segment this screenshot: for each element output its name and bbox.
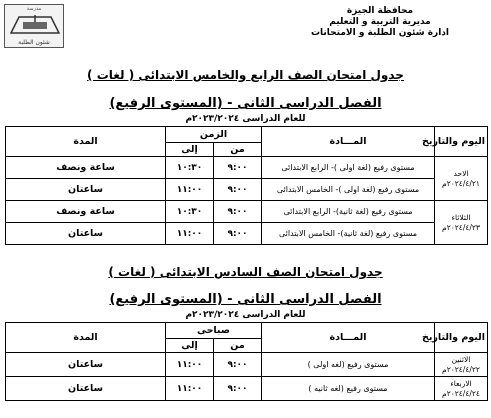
duration-cell: ساعتان — [6, 353, 166, 377]
time-from-cell: ٩:٠٠ — [214, 157, 262, 179]
day-name: الاحد — [453, 168, 469, 178]
header-from: من — [214, 143, 262, 157]
subject-cell: مستوى رفيع (لغة ثانية)- الرابع الابتدائى — [262, 201, 435, 223]
time-to-cell: ١٠:٣٠ — [166, 201, 214, 223]
subject-cell: مستوى رفيع (لغة اولى )- الرابع الابتدائى — [262, 157, 435, 179]
governorate-line: محافظة الجيزة — [346, 6, 414, 16]
logo-top-text: مدرسة — [26, 6, 42, 12]
header-duration: المدة — [6, 323, 166, 353]
time-from-cell: ٩:٠٠ — [214, 223, 262, 245]
ministry-header — [275, 6, 485, 39]
logo-emblem-icon — [9, 13, 61, 35]
time-from-cell: ٩:٠٠ — [214, 201, 262, 223]
subject-cell: مستوى رفيع (لغة اولى )- الخامس الابتدائى — [262, 179, 435, 201]
section1-title: جدول امتحان الصف الرابع والخامس الابتدائى ( لغات ) — [87, 68, 404, 82]
day-date: ٢٠٢٤/٤/٢٣م — [442, 222, 480, 232]
header-from: من — [214, 339, 262, 353]
header-to: إلى — [166, 143, 214, 157]
school-logo — [4, 4, 64, 48]
day-name: الاثنين — [451, 354, 471, 364]
section1-subtitle: الفصل الدراسى الثانى - (المستوى الرفيع) — [109, 96, 382, 111]
day-cell — [435, 353, 488, 377]
day-name: الثلاثاء — [451, 212, 471, 222]
day-date: ٢٠٢٤/٤/٢٢م — [442, 364, 480, 374]
time-to-cell: ١٠:٣٠ — [166, 157, 214, 179]
header-time: الزمن — [166, 127, 262, 143]
day-cell — [435, 157, 488, 201]
time-to-cell: ١١:٠٠ — [166, 377, 214, 401]
time-from-cell: ٩:٠٠ — [214, 179, 262, 201]
section2-title: جدول امتحان الصف السادس الابتدائى ( لغات ) — [108, 265, 383, 279]
header-time: صباحى — [166, 323, 262, 339]
header-day-date: اليوم والتاريخ — [435, 323, 488, 353]
header-duration: المدة — [6, 127, 166, 157]
day-cell — [435, 201, 488, 245]
subject-cell: مستوى رفيع (لغه ثانيه ) — [262, 377, 435, 401]
header-to: إلى — [166, 339, 214, 353]
department-line: ادارة شئون الطلبة و الامتحانات — [311, 28, 449, 38]
duration-cell: ساعتان — [6, 377, 166, 401]
header-day-date: اليوم والتاريخ — [435, 127, 488, 157]
header-subject: المـــادة — [262, 127, 435, 157]
time-from-cell: ٩:٠٠ — [214, 353, 262, 377]
day-cell — [435, 377, 488, 401]
section2-exam-table — [5, 322, 488, 401]
subject-cell: مستوى رفيع (لغه اولى ) — [262, 353, 435, 377]
duration-cell: ساعتان — [6, 223, 166, 245]
section2-subtitle: الفصل الدراسى الثانى - (المستوى الرفيع) — [109, 292, 382, 307]
duration-cell: ساعتان — [6, 179, 166, 201]
time-to-cell: ١١:٠٠ — [166, 179, 214, 201]
day-name: الاربعاء — [450, 378, 472, 388]
header-subject: المـــادة — [262, 323, 435, 353]
time-from-cell: ٩:٠٠ — [214, 377, 262, 401]
time-to-cell: ١١:٠٠ — [166, 223, 214, 245]
day-date: ٢٠٢٤/٤/٢١م — [442, 178, 480, 188]
section2-year: للعام الدراسى ٢٠٢٣/٢٠٢٤م — [185, 310, 306, 320]
logo-caption: شئون الطلبة — [18, 39, 50, 46]
section1-year: للعام الدراسى ٢٠٢٣/٢٠٢٤م — [185, 114, 306, 124]
subject-cell: مستوى رفيع (لغة ثانية)- الخامس الابتدائى — [262, 223, 435, 245]
time-to-cell: ١١:٠٠ — [166, 353, 214, 377]
directorate-line: مديرية التربية و التعليم — [329, 17, 431, 27]
duration-cell: ساعة ونصف — [6, 157, 166, 179]
duration-cell: ساعة ونصف — [6, 201, 166, 223]
day-date: ٢٠٢٤/٤/٢٤م — [442, 388, 480, 398]
section1-exam-table — [5, 126, 488, 245]
